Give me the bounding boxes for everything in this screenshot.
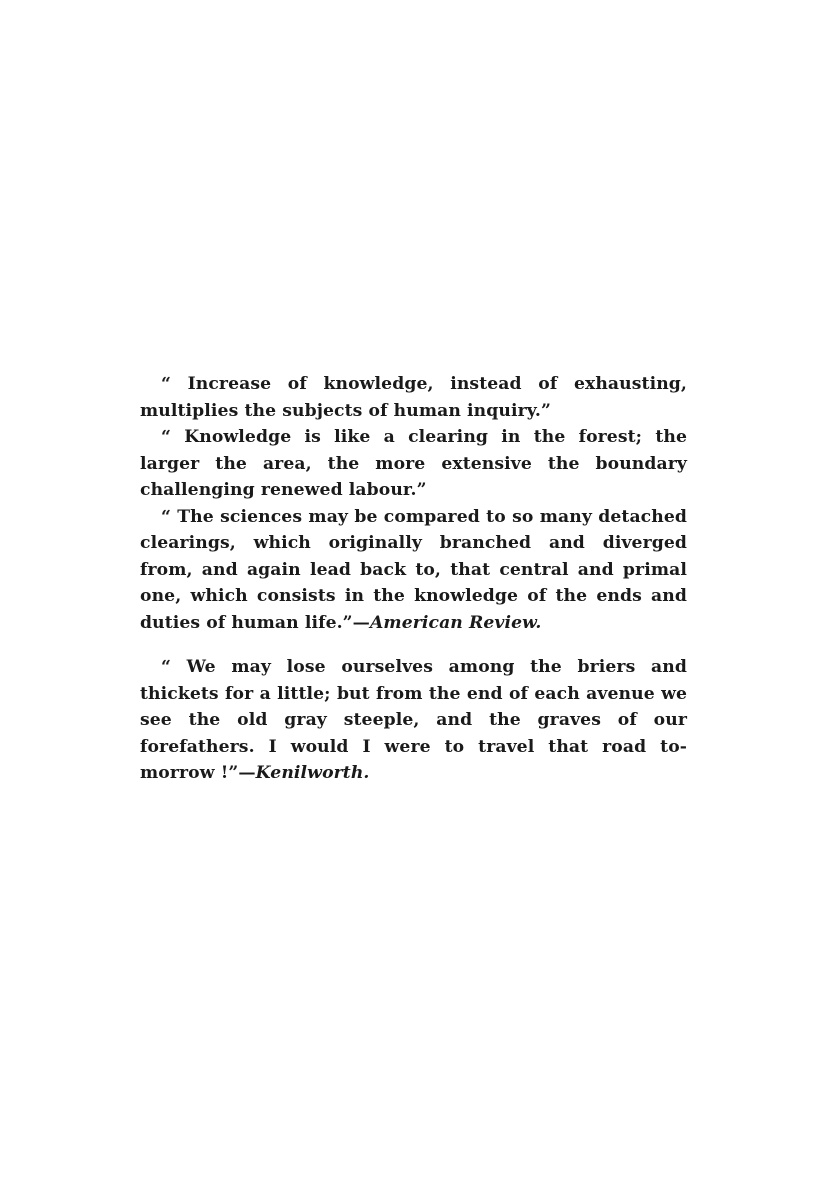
quote-attribution-3: American Review. (369, 612, 542, 633)
quote-text-1: “ Increase of knowledge, instead of exhausting, multiplies the subjects of human inquiry.” (140, 374, 687, 421)
quote-text-4: “ We may lose ourselves among the briers and thickets for a little; but from the end of each avenue we see the old gray steeple, and the graves of our forefathers. I would I were to travel that road to-morrow !”— (140, 657, 687, 783)
quote-text-2: “ Knowledge is like a clearing in the forest; the larger the area, the more extensive the boundary challenging renewed labour.” (140, 427, 687, 500)
epigraph-block (140, 371, 687, 787)
quote-paragraph-2 (140, 424, 687, 504)
quote-text-3: “ The sciences may be compared to so many detached clearings, which originally branched and diverged from, and again lead back to, that central and primal one, which consists in the knowledge of the ends and duties of human life.”— (140, 506, 687, 633)
quote-paragraph-1 (140, 371, 687, 424)
quote-paragraph-4 (140, 654, 687, 787)
quote-paragraph-3 (140, 504, 687, 637)
quote-attribution-4: Kenilworth. (255, 763, 370, 783)
